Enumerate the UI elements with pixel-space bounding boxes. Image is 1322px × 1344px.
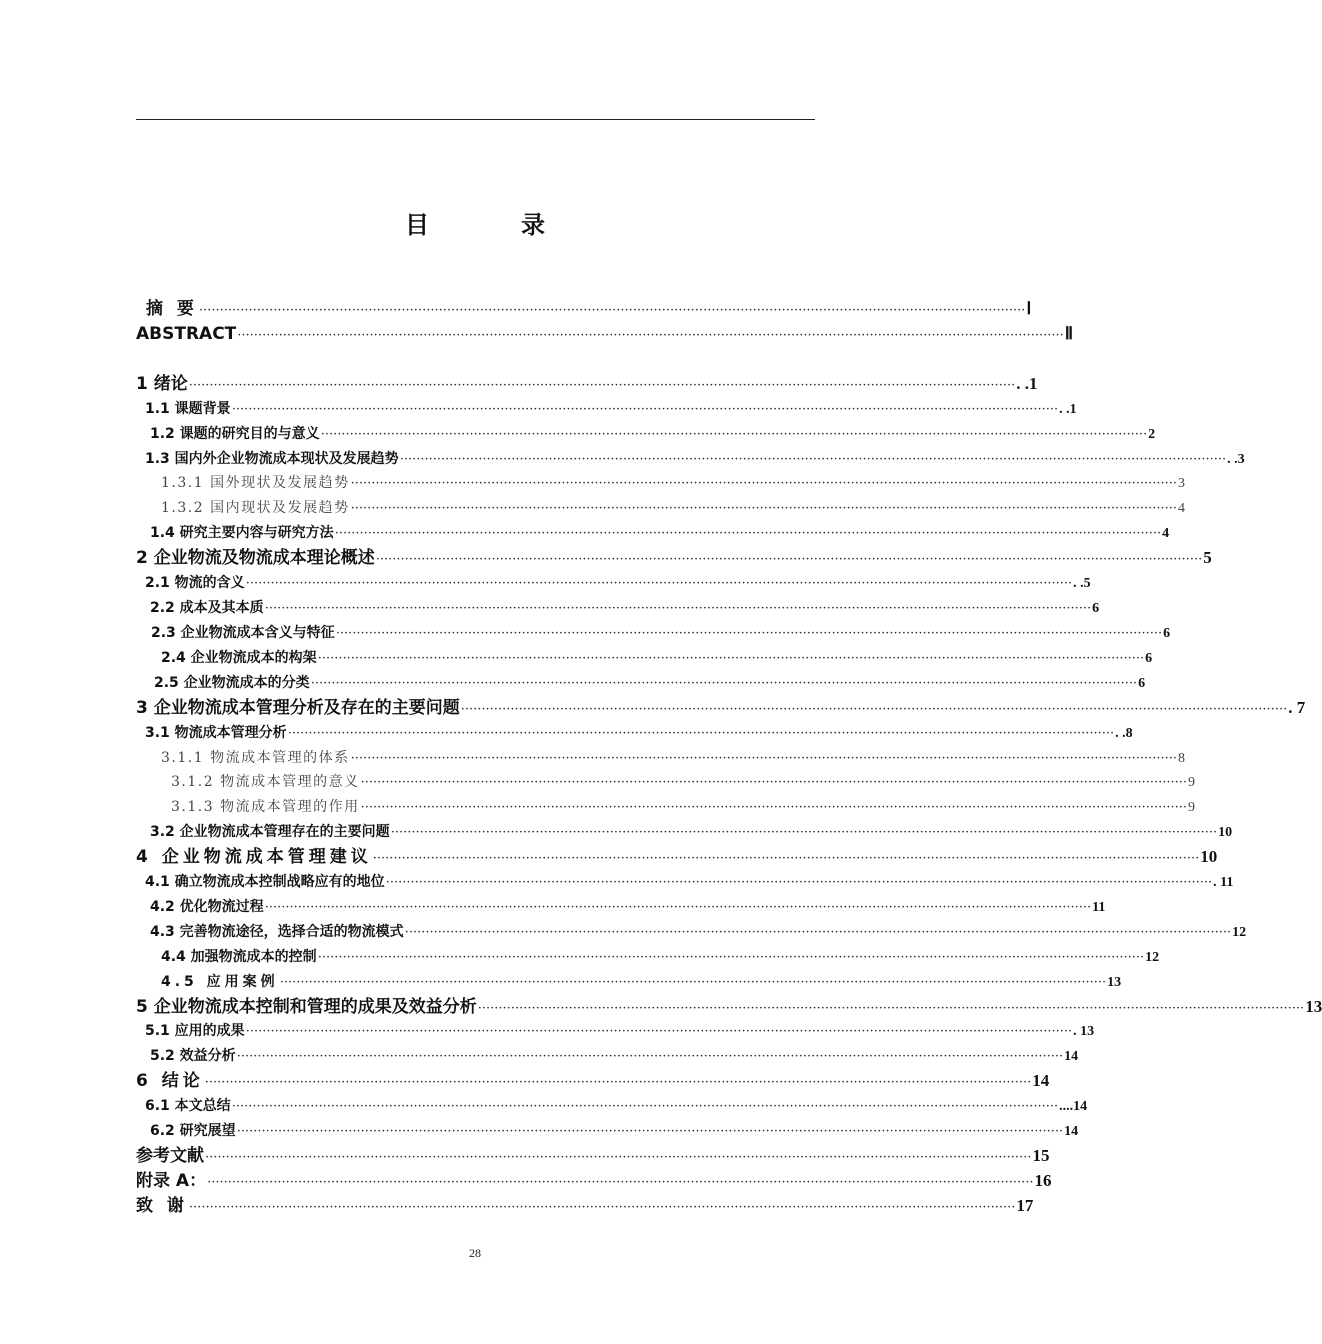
dot-leader: ········································································································································································································ bbox=[320, 427, 1148, 442]
toc-page: 6 bbox=[1138, 676, 1146, 691]
dot-leader: ········································································································································································································ bbox=[350, 476, 1178, 491]
toc-entry-abstract-cn[interactable] bbox=[146, 297, 1032, 321]
dot-leader: ········································································································································································································ bbox=[350, 501, 1178, 516]
toc-page: . 13 bbox=[1073, 1024, 1095, 1039]
dot-leader: ········································································································································································································ bbox=[287, 726, 1115, 741]
toc-entry-4-5[interactable] bbox=[161, 970, 1122, 994]
toc-page: 13 bbox=[1305, 997, 1322, 1016]
dot-leader: ········································································································································································································ bbox=[360, 775, 1188, 790]
toc-entry-1-3-2[interactable] bbox=[161, 496, 1187, 520]
toc-entry-2-4[interactable] bbox=[161, 646, 1153, 670]
toc-label: 1.3 国内外企业物流成本现状及发展趋势 bbox=[145, 451, 399, 467]
toc-entry-4-4[interactable] bbox=[161, 945, 1160, 969]
toc-page: 12 bbox=[1232, 925, 1247, 940]
toc-page: 14 bbox=[1064, 1049, 1079, 1064]
toc-label: 3.1.2 物流成本管理的意义 bbox=[171, 774, 360, 790]
toc-label: 2 企业物流及物流成本理论概述 bbox=[136, 548, 375, 568]
dot-leader: ········································································································································································································ bbox=[460, 702, 1288, 717]
toc-entry-1-4[interactable] bbox=[150, 521, 1170, 545]
toc-entry-references[interactable] bbox=[136, 1144, 1050, 1168]
dot-leader: ········································································································································································································ bbox=[264, 900, 1092, 915]
toc-entry-1-2[interactable] bbox=[150, 422, 1156, 446]
toc-page: 6 bbox=[1145, 651, 1153, 666]
dot-leader: ········································································································································································································ bbox=[317, 651, 1145, 666]
dot-leader: ········································································································································································································ bbox=[317, 950, 1145, 965]
toc-page: . .1 bbox=[1016, 374, 1038, 393]
toc-page: 2 bbox=[1148, 427, 1156, 442]
toc-label: 3 企业物流成本管理分析及存在的主要问题 bbox=[136, 698, 460, 718]
dot-leader: ········································································································································································································ bbox=[245, 1024, 1073, 1039]
toc-label: 5.2 效益分析 bbox=[150, 1048, 236, 1064]
toc-page: 14 bbox=[1064, 1124, 1079, 1139]
toc-entry-3-1-1[interactable] bbox=[161, 746, 1187, 770]
toc-label: 1.3.1 国外现状及发展趋势 bbox=[161, 475, 350, 491]
dot-leader: ········································································································································································································ bbox=[310, 676, 1138, 691]
toc-entry-ch6[interactable] bbox=[136, 1069, 1050, 1093]
toc-page: Ⅰ bbox=[1026, 299, 1032, 318]
toc-label: 2.4 企业物流成本的构架 bbox=[161, 650, 317, 666]
dot-leader: ········································································································································································································ bbox=[360, 800, 1188, 815]
toc-label: 1.1 课题背景 bbox=[145, 401, 231, 417]
toc-entry-4-2[interactable] bbox=[150, 895, 1106, 919]
toc-entry-3-1-2[interactable] bbox=[171, 770, 1197, 794]
dot-leader: ········································································································································································································ bbox=[335, 626, 1163, 641]
toc-entry-appendix[interactable] bbox=[136, 1169, 1052, 1193]
toc-label: 3.1.1 物流成本管理的体系 bbox=[161, 750, 350, 766]
toc-label: 1.4 研究主要内容与研究方法 bbox=[150, 525, 334, 541]
toc-entry-ch1[interactable] bbox=[136, 372, 1038, 396]
toc-entry-3-2[interactable] bbox=[150, 820, 1233, 844]
toc-page: 13 bbox=[1107, 975, 1122, 990]
toc-page: 3 bbox=[1178, 476, 1187, 491]
dot-leader: ········································································································································································································ bbox=[236, 1124, 1064, 1139]
toc-page: 15 bbox=[1032, 1146, 1050, 1165]
dot-leader: ········································································································································································································ bbox=[264, 601, 1092, 616]
toc-entry-6-1[interactable] bbox=[145, 1094, 1088, 1118]
dot-leader: ········································································································································································································ bbox=[236, 1049, 1064, 1064]
toc-entry-ch5[interactable] bbox=[136, 995, 1322, 1019]
toc-page: 8 bbox=[1178, 751, 1187, 766]
toc-label: 2.5 企业物流成本的分类 bbox=[154, 675, 310, 691]
dot-leader: ········································································································································································································ bbox=[188, 1200, 1016, 1215]
toc-entry-ch2[interactable] bbox=[136, 546, 1212, 570]
toc-label: 4.5 应用案例 bbox=[161, 974, 279, 990]
toc-label: 3.1 物流成本管理分析 bbox=[145, 725, 287, 741]
dot-leader: ········································································································································································································ bbox=[404, 925, 1232, 940]
toc-label: 2.1 物流的含义 bbox=[145, 575, 245, 591]
dot-leader: ········································································································································································································ bbox=[334, 526, 1162, 541]
dot-leader: ········································································································································································································ bbox=[385, 875, 1213, 890]
toc-page: . .1 bbox=[1059, 402, 1077, 417]
toc-page: 14 bbox=[1032, 1071, 1050, 1090]
dot-leader: ········································································································································································································ bbox=[231, 402, 1059, 417]
toc-label: 4.4 加强物流成本的控制 bbox=[161, 949, 317, 965]
toc-page: . .3 bbox=[1227, 452, 1245, 467]
toc-label: 3.1.3 物流成本管理的作用 bbox=[171, 799, 360, 815]
toc-page: 12 bbox=[1145, 950, 1160, 965]
toc-label: 2.2 成本及其本质 bbox=[150, 600, 264, 616]
toc-label: 4.3 完善物流途径，选择合适的物流模式 bbox=[150, 924, 404, 940]
toc-page: 4 bbox=[1178, 501, 1187, 516]
toc-entry-2-3[interactable] bbox=[151, 621, 1171, 645]
dot-leader: ········································································································································································································ bbox=[245, 576, 1073, 591]
toc-label: 6.2 研究展望 bbox=[150, 1123, 236, 1139]
toc-label: 4.2 优化物流过程 bbox=[150, 899, 264, 915]
dot-leader: ········································································································································································································ bbox=[207, 1175, 1034, 1190]
toc-page: 11 bbox=[1092, 900, 1106, 915]
toc-label: 5 企业物流成本控制和管理的成果及效益分析 bbox=[136, 997, 477, 1017]
toc-label: 参考文献 bbox=[136, 1146, 204, 1166]
toc-page: 5 bbox=[1203, 548, 1212, 567]
dot-leader: ········································································································································································································ bbox=[188, 378, 1016, 393]
toc-page: . .8 bbox=[1115, 726, 1133, 741]
dot-leader: ········································································································································································································ bbox=[237, 328, 1064, 343]
toc-entry-2-5[interactable] bbox=[154, 671, 1146, 695]
toc-page: 4 bbox=[1162, 526, 1170, 541]
toc-entry-3-1-3[interactable] bbox=[171, 795, 1197, 819]
toc-page: . 7 bbox=[1288, 698, 1306, 717]
toc-label: 摘 要 bbox=[146, 299, 198, 319]
page-number: 28 bbox=[469, 1246, 481, 1260]
dot-leader: ········································································································································································································ bbox=[375, 552, 1203, 567]
toc-page: ....14 bbox=[1059, 1099, 1088, 1114]
toc-entry-1-3[interactable] bbox=[145, 447, 1245, 471]
toc-page: 10 bbox=[1218, 825, 1233, 840]
toc-entry-6-2[interactable] bbox=[150, 1119, 1079, 1143]
toc-page: . 11 bbox=[1213, 875, 1234, 890]
dot-leader: ········································································································································································································ bbox=[198, 303, 1026, 318]
toc-title: 目 录 bbox=[405, 211, 579, 239]
dot-leader: ········································································································································································································ bbox=[279, 975, 1107, 990]
toc-entry-4-3[interactable] bbox=[150, 920, 1247, 944]
toc-label: 4 企业物流成本管理建议 bbox=[136, 847, 372, 867]
toc-label: 3.2 企业物流成本管理存在的主要问题 bbox=[150, 824, 390, 840]
dot-leader: ········································································································································································································ bbox=[205, 1150, 1032, 1165]
toc-page: 10 bbox=[1200, 847, 1218, 866]
toc-page: Ⅱ bbox=[1064, 324, 1074, 343]
toc-entry-5-1[interactable] bbox=[145, 1019, 1095, 1043]
toc-entry-ch3[interactable] bbox=[136, 696, 1306, 720]
toc-entry-ch4[interactable] bbox=[136, 845, 1218, 869]
toc-label: ABSTRACT bbox=[136, 324, 237, 344]
toc-entry-1-3-1[interactable] bbox=[161, 471, 1187, 495]
dot-leader: ········································································································································································································ bbox=[350, 751, 1178, 766]
toc-label: 附录 A： bbox=[136, 1171, 207, 1191]
toc-page: 9 bbox=[1188, 775, 1197, 790]
toc-page: 16 bbox=[1034, 1171, 1052, 1190]
dot-leader: ········································································································································································································ bbox=[477, 1001, 1305, 1016]
toc-entry-2-2[interactable] bbox=[150, 596, 1100, 620]
toc-page: 6 bbox=[1092, 601, 1100, 616]
toc-entry-1-1[interactable] bbox=[145, 397, 1077, 421]
toc-entry-acknowledgement[interactable] bbox=[136, 1194, 1034, 1218]
dot-leader: ········································································································································································································ bbox=[390, 825, 1218, 840]
toc-entry-5-2[interactable] bbox=[150, 1044, 1079, 1068]
dot-leader: ········································································································································································································ bbox=[372, 851, 1200, 866]
toc-entry-4-1[interactable] bbox=[145, 870, 1234, 894]
toc-label: 5.1 应用的成果 bbox=[145, 1023, 245, 1039]
toc-label: 4.1 确立物流成本控制战略应有的地位 bbox=[145, 874, 385, 890]
toc-label: 2.3 企业物流成本含义与特征 bbox=[151, 625, 335, 641]
toc-page: . .5 bbox=[1073, 576, 1091, 591]
toc-label: 6.1 本文总结 bbox=[145, 1098, 231, 1114]
toc-page: 9 bbox=[1188, 800, 1197, 815]
dot-leader: ········································································································································································································ bbox=[399, 452, 1227, 467]
dot-leader: ········································································································································································································ bbox=[204, 1075, 1032, 1090]
toc-label: 1.3.2 国内现状及发展趋势 bbox=[161, 500, 350, 516]
toc-entry-3-1[interactable] bbox=[145, 721, 1133, 745]
toc-entry-abstract-en[interactable] bbox=[136, 322, 1074, 346]
toc-page: 6 bbox=[1163, 626, 1171, 641]
toc-label: 致 谢 bbox=[136, 1196, 188, 1216]
toc-label: 6 结论 bbox=[136, 1071, 204, 1091]
dot-leader: ········································································································································································································ bbox=[231, 1099, 1059, 1114]
toc-label: 1 绪论 bbox=[136, 374, 188, 394]
toc-page: 17 bbox=[1016, 1196, 1034, 1215]
toc-label: 1.2 课题的研究目的与意义 bbox=[150, 426, 320, 442]
toc-entry-2-1[interactable] bbox=[145, 571, 1091, 595]
